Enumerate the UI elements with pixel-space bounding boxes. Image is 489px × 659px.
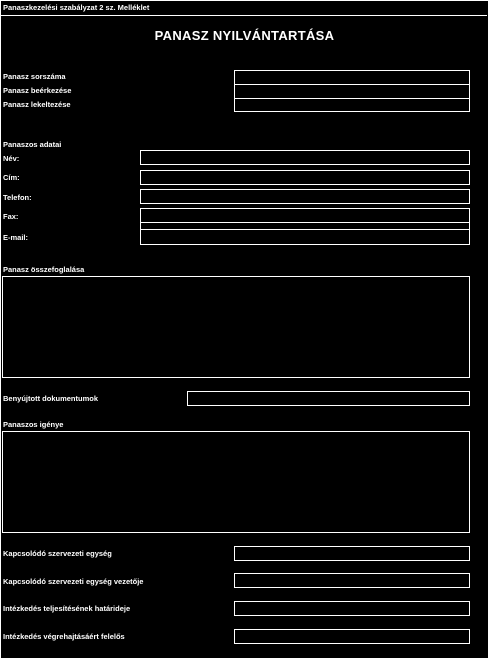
name-field[interactable] <box>140 150 470 165</box>
label-phone: Telefon: <box>3 193 32 202</box>
form-header <box>0 0 487 16</box>
responsible-field[interactable] <box>234 629 470 644</box>
email-field[interactable] <box>140 229 470 245</box>
label-closed: Panasz lekeltezése <box>3 100 71 109</box>
label-unit: Kapcsolódó szervezeti egység <box>3 549 112 558</box>
label-fax: Fax: <box>3 212 19 221</box>
closed-field[interactable] <box>234 98 470 112</box>
label-serial: Panasz sorszáma <box>3 72 66 81</box>
page-title: PANASZ NYILVÁNTARTÁSA <box>154 28 335 43</box>
label-request: Panaszos igénye <box>3 420 64 429</box>
label-email: E-mail: <box>3 233 29 242</box>
header-text: Panaszkezelési szabályzat 2 sz. Melléklet <box>3 3 150 12</box>
received-field[interactable] <box>234 84 470 98</box>
label-summary: Panasz összefoglalása <box>3 265 85 274</box>
label-responsible: Intézkedés végrehajtásáért felelős <box>3 632 125 641</box>
deadline-field[interactable] <box>234 601 470 616</box>
label-received: Panasz beérkezése <box>3 86 72 95</box>
address-field[interactable] <box>140 170 470 185</box>
phone-field[interactable] <box>140 189 470 204</box>
label-deadline: Intézkedés teljesítésének határideje <box>3 604 131 613</box>
unit-field[interactable] <box>234 546 470 561</box>
label-name: Név: <box>3 154 20 163</box>
documents-field[interactable] <box>187 391 470 406</box>
serial-field[interactable] <box>234 70 470 85</box>
summary-textarea[interactable] <box>2 276 470 378</box>
unit-head-field[interactable] <box>234 573 470 588</box>
label-documents: Benyújtott dokumentumok <box>3 394 98 403</box>
label-address: Cím: <box>3 173 20 182</box>
request-textarea[interactable] <box>2 431 470 533</box>
label-unit-head: Kapcsolódó szervezeti egység vezetője <box>3 577 144 586</box>
complainant-heading: Panaszos adatai <box>3 140 62 149</box>
fax-field[interactable] <box>140 208 470 222</box>
